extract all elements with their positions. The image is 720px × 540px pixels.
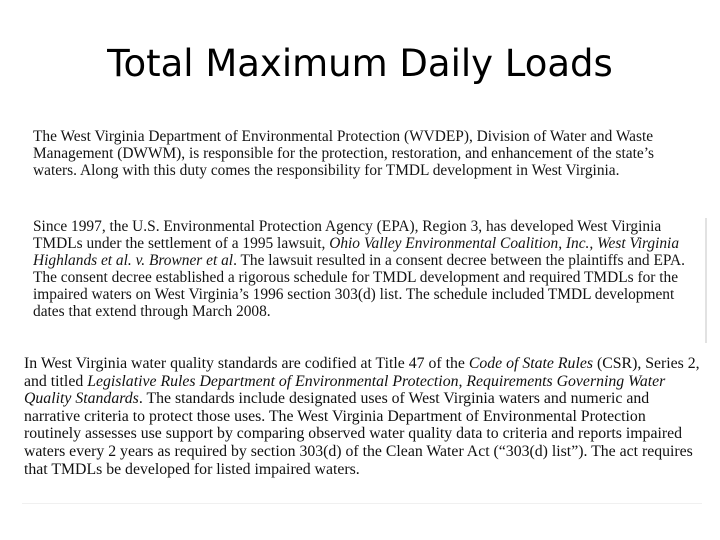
- scanned-paragraph-water-quality-standards: [24, 355, 704, 505]
- rule-name: Legislative Rules Department of Environmental Protection, Requirements Governing Water Quality Standards: [24, 372, 666, 408]
- paragraph-text: The West Virginia Department of Environmental Protection (WVDEP), Division of Water and Waste Management (DWWM), is responsible for the protection, restoration, and enhancement of the state’s waters. Along with this duty comes the responsibility for TMDL development in West Virginia.: [33, 128, 654, 179]
- paragraph-text-start: Since 1997, the U.S. Environmental Protection Agency (EPA), Region 3, has developed West Virginia TMDLs under the settlement of a 1995 lawsuit,: [33, 218, 662, 252]
- case-name: Ohio Valley Environmental Coalition, Inc., West Virginia Highlands et al. v. Browner et al: [33, 235, 680, 269]
- scan-edge-divider: [22, 503, 702, 504]
- code-name: Code of State Rules: [468, 355, 593, 372]
- paragraph-text-end: . The standards include designated uses of West Virginia waters and numeric and narrative criteria to protect those uses. The West Virginia Department of Environmental Protection routinely assesses use support by comparing observed water quality data to criteria and reports impaired waters every 2 years as required by section 303(d) of the Clean Water Act (“303(d) list”). The act requires that TMDLs be developed for listed impaired waters.: [24, 390, 693, 478]
- scanned-paragraph-wvdep-responsibility: [33, 128, 693, 208]
- scanned-paragraph-epa-lawsuit: [33, 218, 707, 343]
- paragraph-text-end: . The lawsuit resulted in a consent decree between the plaintiffs and EPA. The consent decree established a rigorous schedule for TMDL development and required TMDLs for the impaired waters on West Virginia’s 1996 section 303(d) list. The schedule included TMDL development dates that extend through March 2008.: [33, 252, 685, 320]
- slide-title: Total Maximum Daily Loads: [107, 42, 613, 85]
- paragraph-text-middle: (CSR), Series 2, and titled: [24, 355, 700, 390]
- paragraph-text-start: In West Virginia water quality standards are codified at Title 47 of the: [24, 355, 469, 372]
